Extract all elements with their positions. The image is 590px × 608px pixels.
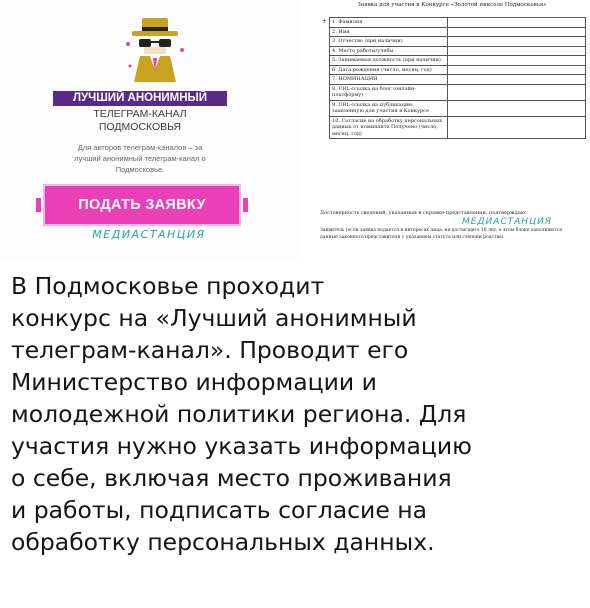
promo-description-line: Подмосковье. [115, 165, 165, 174]
form-row-marker [320, 56, 330, 66]
form-row [320, 37, 586, 47]
post-text-line: конкурс на «Лучший анонимный [11, 304, 417, 332]
form-confirmation-note: Достоверность сведений, указанных в справке-представлении, подтверждаю. [320, 210, 527, 216]
form-row-label: 6. Дата рождения (число, месяц, год) [330, 65, 448, 75]
form-applicant-note [320, 228, 586, 241]
form-row-label: 7. НОМИНАЦИЯ [330, 75, 448, 85]
form-row-value [448, 18, 586, 28]
form-row-marker [320, 116, 330, 139]
form-applicant-line: данные законного представителя с указанием статуса или степени родства) [320, 234, 504, 240]
promo-title: ЛУЧШИЙ АНОНИМНЫЙ [53, 91, 227, 106]
form-row-label: 8. URL-ссылка на блог (онлайн-платформу) [330, 84, 448, 100]
promo-image[interactable] [0, 0, 298, 262]
post-text-line: молодежной политики региона. Для [11, 400, 467, 428]
form-row-value [448, 84, 586, 100]
form-row-marker [320, 46, 330, 56]
form-table [320, 17, 586, 139]
form-row-value [448, 100, 586, 116]
form-row [320, 18, 586, 28]
promo-subtitle: ТЕЛЕГРАМ-КАНАЛ [93, 108, 187, 120]
form-row-label: 2. Имя [330, 27, 448, 37]
post-text-line: обработку персональных данных. [11, 528, 435, 556]
form-row-value [448, 27, 586, 37]
form-row [320, 56, 586, 66]
form-row-marker [320, 37, 330, 47]
form-row-marker [320, 65, 330, 75]
post-text-line: участия нужно указать информацию [11, 432, 472, 460]
promo-description-line: лучший анонимный телеграм-канал о [74, 154, 206, 163]
form-row [320, 84, 586, 100]
form-row-value [448, 65, 586, 75]
form-row-marker [320, 100, 330, 116]
promo-subtitle-region: ПОДМОСКОВЬЯ [98, 121, 182, 133]
form-row [320, 100, 586, 116]
post-text-line: о себе, включая место проживания [11, 464, 452, 492]
post-text-line: телеграм-канал». Проводит его [11, 336, 409, 364]
post-text-line: и работы, подписать согласие на [11, 496, 428, 524]
incognito-spy-icon [120, 14, 190, 84]
form-row-label: 1. Фамилия [330, 18, 448, 28]
form-row-label: 5. Занимаемая должность (при наличии) [330, 56, 448, 66]
form-row-label: 3. Отчество (при наличии) [330, 37, 448, 47]
form-row [320, 75, 586, 85]
form-row-value [448, 46, 586, 56]
form-row [320, 27, 586, 37]
promo-description-line: Для авторов телеграм-каналов – за [77, 143, 203, 152]
form-row-marker [320, 84, 330, 100]
form-row-marker: + [322, 17, 328, 25]
apply-button: ПОДАТЬ ЗАЯВКУ [45, 186, 239, 224]
post-text [11, 270, 581, 558]
form-brand-logo: МЕДИАСТАНЦИЯ [462, 217, 553, 227]
form-row [320, 46, 586, 56]
form-row-marker [320, 27, 330, 37]
form-applicant-line: Заявитель (если заявка подается в интересах лица, не достигшего 18 лет, в этом блоке заполняются [320, 228, 563, 233]
promo-description [50, 142, 230, 175]
form-row [320, 65, 586, 75]
post-text-line: В Подмосковье проходит [11, 272, 325, 300]
form-row-marker [320, 75, 330, 85]
form-row-value [448, 37, 586, 47]
form-row-value [448, 56, 586, 66]
post-text-line: Министерство информации и [11, 368, 377, 396]
form-row-value [448, 116, 586, 139]
form-row-label: 10. Согласие на обработку персональных данных от номинанта Получено (число, месяц, год) [330, 116, 448, 139]
form-row-value [448, 75, 586, 85]
form-title: Заявка для участия в Конкурсе «Золотой пиксель Подмосковья» [357, 2, 547, 8]
application-form-image[interactable] [302, 0, 590, 262]
brand-logo: МЕДИАСТАНЦИЯ [92, 228, 206, 241]
post-media[interactable] [0, 0, 590, 262]
form-row [320, 116, 586, 139]
form-row-label: 9. URL-ссылка на публикацию, заявленную для участия в Конкурсе [330, 100, 448, 116]
form-row-label: 4. Место работы/учебы [330, 46, 448, 56]
